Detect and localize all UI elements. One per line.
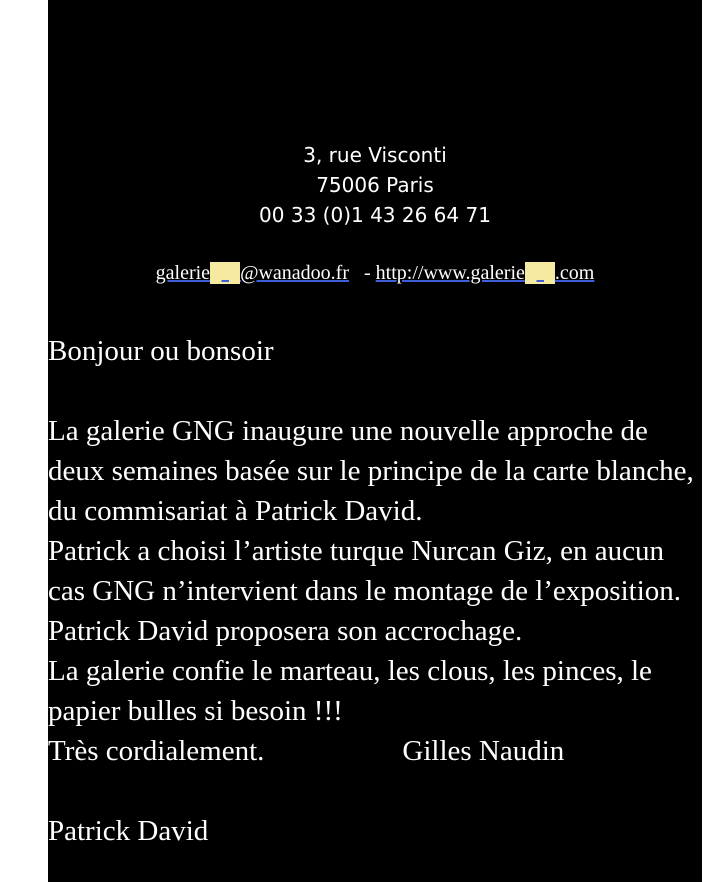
closing: Très cordialement. [48, 735, 265, 767]
paragraph: La galerie confie le marteau, les clous, les pinces, le papier bulles si besoin !!! [48, 655, 652, 727]
greeting: Bonjour ou bonsoir [48, 335, 274, 367]
paragraph: La galerie GNG inaugure une nouvelle approche de deux semaines basée sur le principe de la carte blanche, du commisariat à Patrick David. [48, 415, 694, 527]
highlighted-text: gng [210, 262, 241, 284]
highlighted-text: gng [524, 262, 555, 284]
email-link[interactable]: galeriegng@wanadoo.fr [155, 262, 349, 284]
link-separator: - [364, 262, 376, 284]
closing-line [48, 731, 702, 771]
address-city: 75006 Paris [316, 173, 434, 197]
gallery-address [48, 140, 702, 230]
address-phone: 00 33 (0)1 43 26 64 71 [259, 203, 491, 227]
address-street: 3, rue Visconti [303, 143, 447, 167]
curator-name: Patrick David [48, 815, 209, 847]
blank-line [48, 771, 702, 811]
letter-text [48, 331, 702, 851]
paragraph: Patrick a choisi l’artiste turque Nurcan Giz, en aucun cas GNG n’intervient dans le montage de l’exposition. Patrick David proposera son accrochage. [48, 535, 682, 647]
signature: Gilles Naudin [402, 735, 565, 767]
website-link[interactable]: http://www.galeriegng.com [375, 262, 595, 284]
email-body [48, 0, 702, 882]
blank-line [48, 371, 702, 411]
contact-links [48, 258, 702, 288]
